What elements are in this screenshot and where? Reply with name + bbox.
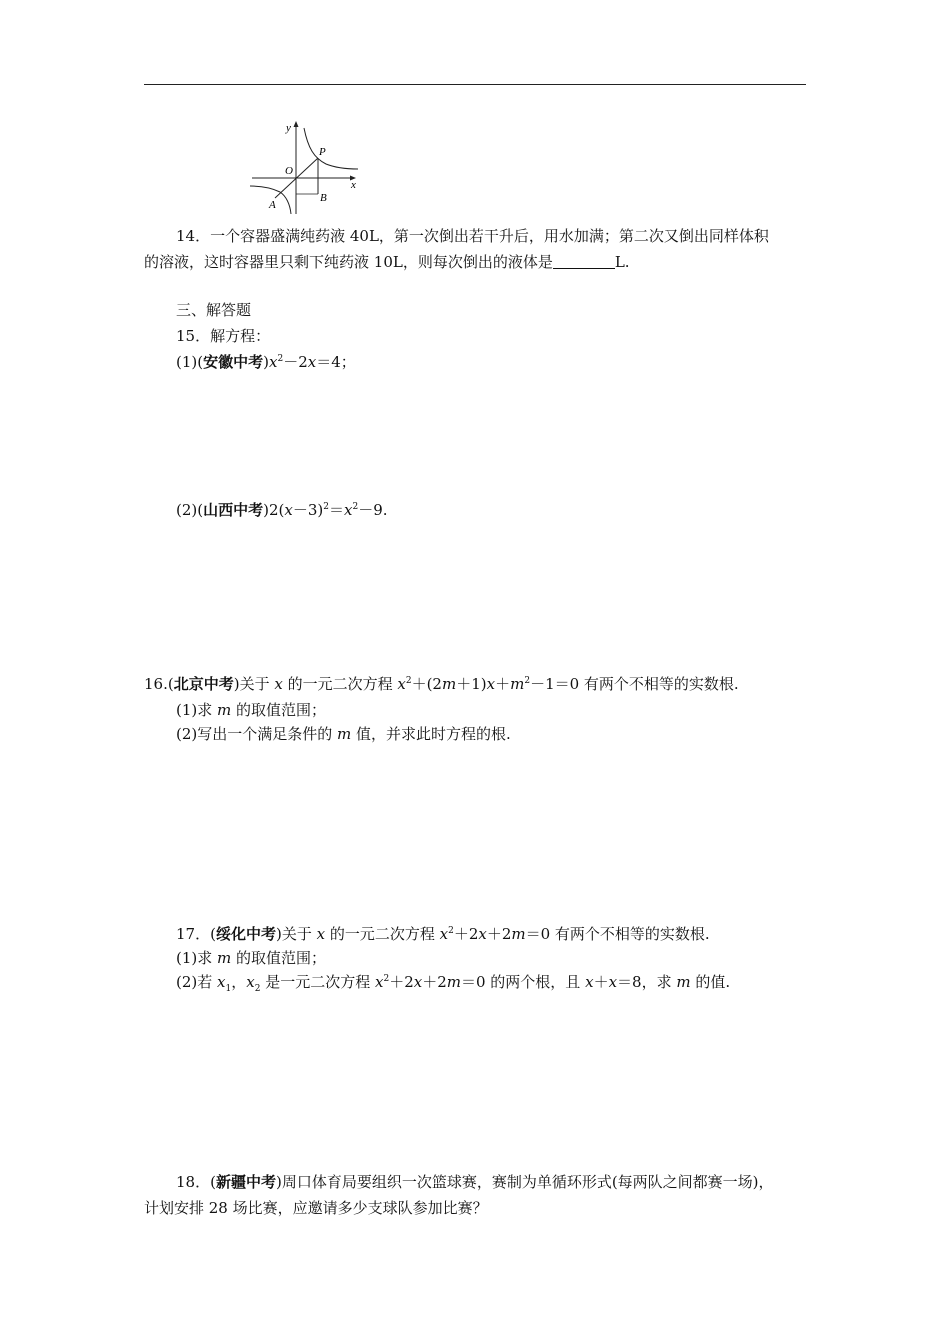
q15-part2-source: 山西中考 — [203, 501, 264, 519]
label-a: A — [269, 199, 276, 211]
label-p: P — [319, 146, 326, 158]
q17-part2: (2)若 $x_1$，$x_2$ 是一元二次方程 $x^2+2x+2m=0$ 的两个根，且 x＋x＝8，求 m 的值. — [176, 973, 731, 994]
coordinate-figure — [248, 118, 363, 218]
header-rule — [144, 84, 806, 85]
q17-source: 绥化中考 — [215, 925, 276, 943]
q15-part2: (2)(山西中考)$2(x-3)^2=x^2-9$. — [176, 501, 388, 519]
q16-source: 北京中考 — [173, 675, 234, 693]
label-y: y — [286, 122, 291, 134]
q14-line2 — [144, 252, 630, 272]
q18-source: 新疆中考 — [215, 1173, 276, 1191]
q15-part1-source: 安徽中考 — [203, 353, 264, 371]
q14-answer-blank[interactable] — [553, 254, 615, 269]
q16-part1: (1)求 m 的取值范围； — [176, 701, 327, 719]
label-o: O — [285, 165, 293, 177]
label-b: B — [320, 192, 327, 204]
q16-stem: 16.(北京中考)关于 x 的一元二次方程 $x^2+(2m+1)x+m^2-1=0$ 有两个不相等的实数根. — [144, 675, 739, 693]
q15-part1: (1)(安徽中考)$x^2-2x=4$； — [176, 353, 356, 371]
q18-line2: 计划安排 28 场比赛，应邀请多少支球队参加比赛？ — [144, 1199, 488, 1217]
q14-line2-text: 的溶液，这时容器里只剩下纯药液 10L，则每次倒出的液体是 — [144, 253, 553, 271]
y-axis-arrow — [294, 121, 299, 127]
q17-part1: (1)求 m 的取值范围； — [176, 949, 327, 967]
label-x: x — [351, 179, 356, 191]
q14-line1: 14．一个容器盛满纯药液 40L，第一次倒出若干升后，用水加满；第二次又倒出同样体积 — [176, 227, 769, 245]
q16-part2: (2)写出一个满足条件的 m 值，并求此时方程的根. — [176, 725, 511, 743]
section-heading: 三、解答题 — [176, 301, 252, 319]
q18-line1: 18．(新疆中考)周口体育局要组织一次篮球赛，赛制为单循环形式(每两队之间都赛一场)， — [176, 1173, 774, 1191]
q14-unit: L. — [614, 253, 630, 271]
q17-stem: 17．(绥化中考)关于 x 的一元二次方程 $x^2+2x+2m=0$ 有两个不相等的实数根. — [176, 925, 710, 943]
q15-stem: 15．解方程： — [176, 327, 271, 345]
